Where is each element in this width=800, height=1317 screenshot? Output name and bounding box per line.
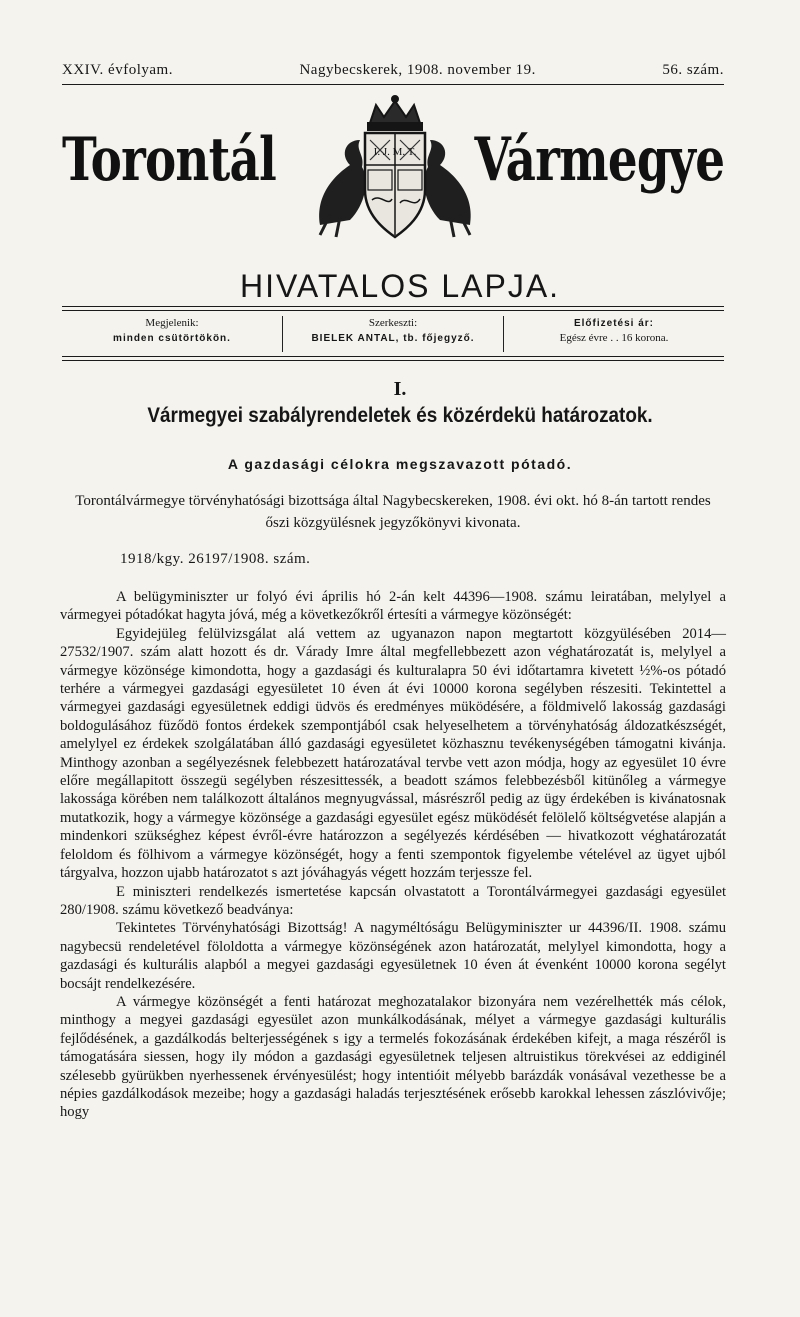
price-value: Egész évre . . 16 korona. [559, 332, 669, 344]
editor-label: Szerkeszti: [368, 317, 418, 329]
header-rule [62, 84, 724, 85]
masthead-right-word: Vármegye [474, 125, 724, 195]
editor-info [282, 316, 504, 352]
body-paragraph: Tekintetes Törvényhatósági Bizottság! A nagyméltóságu Belügyminiszter ur 44396/II. 1908. számu nagybecsü rendeletével föloldotta a vármegye közönségének azon határozatát, melylyel kimondotta, hogy a gazdasági és kulturális alapból a megyei gazdasági egyesületnek 10 éven át évenként 10000 korona segélyt bocsájt rendelkezésére. [60, 920, 726, 992]
body-paragraph: A vármegye közönségét a fenti határozat meghozatalakor bizonyára nem vezérelhették más célok, minthogy a megyei gazdasági egyesület azon munkálkodásának, mélyet a vármegye gazdasági kulturális fejlődésének, a gazdálkodás belterjességének s igy a termelés fokozásának érdekében kifejt, a maga részéről is támogatására siessen, hogy ily módon a gazdasági egyesületnek teljesen altruistikus törekvései az eddiginél szélesebb gyürükben nyerhessenek érvényesülést; hogy intentióit mélyebb barázdák vonásával vezethesse be a népies gazdálkodások mezeibe; hogy a gazdasági haladás terjesztésének erősebb karokkal lehessen zászlóvivője; hogy [60, 993, 726, 1121]
coat-of-arms-icon [310, 95, 480, 245]
masthead-left-word: Torontál [62, 125, 277, 195]
article-title: A gazdasági célokra megszavazott pótadó. [227, 456, 573, 472]
crest-label: I. J. M. T. [373, 146, 417, 158]
subscription-price [504, 316, 724, 352]
publication-schedule [62, 316, 282, 352]
intro-paragraph: Torontálvármegye törvényhatósági bizottsága által Nagybecskereken, 1908. évi okt. hó 8-án tartott rendes őszi közgyülésnek jegyzőkönyvi kivonata. [75, 493, 711, 531]
schedule-value: minden csütörtökön. [113, 333, 231, 344]
article-body [60, 588, 726, 1122]
section-title: Vármegyei szabályrendeletek és közérdekü határozatok. [147, 404, 653, 427]
editor-value: BIELEK ANTAL, tb. főjegyző. [311, 333, 475, 344]
price-label: Előfizetési ár: [573, 318, 655, 329]
body-paragraph: E miniszteri rendelkezés ismertetése kapcsán olvastatott a Torontálvármegyei gazdasági egyesület 280/1908. számu következő beadványa: [60, 883, 726, 918]
infobar-bottom-rule [62, 360, 724, 361]
infobar [62, 316, 724, 352]
reference-number: 1918/kgy. 26197/1908. szám. [120, 551, 311, 567]
issue-number: 56. szám. [662, 62, 724, 78]
infobar-bottom-rule-thin [62, 356, 724, 357]
schedule-label: Megjelenik: [145, 317, 199, 329]
header-line [62, 62, 724, 79]
body-paragraph: A belügyminiszter ur folyó évi április hó 2-án kelt 44396—1908. számu leiratában, melylyel a vármegyei pótadókat hagyta jóvá, még a következőkről értesíti a vármegye közönségét: [60, 589, 726, 624]
infobar-top-rule [62, 306, 724, 307]
body-paragraph: Egyidejüleg felülvizsgálat alá vettem az ugyanazon napon megtartott közgyülésében 2014—27532/1907. szám alatt hozott és dr. Várady Imre által megfellebbezett azon véghatározatát is, melylyel a vármegye közönsége kimondotta, hogy a gazdasági és kulturalapra 50 évi időtartamra kivetett ½%-os pótadó terhére a vármegyei gazdasági egyesületet 10 éven át évi 10000 korona segélyben részesiti. Tekintettel a vármegyei gazdasági egyesületnek eddigi üdvös és eredményes müködésére, a földmivelő lakosság gazdasági boldogulásához füződö fontos érdekek szempontjából csak helyeselhetem a törvényhatóság áldozatkészségét, amelylyel ez érdekek szolgálatában álló gazdasági egyesületet közhasznu tevékenységében támogatni kivánja. Minthogy azonban a segélyezésnek felebbezett határozatával tervbe vett azon módja, hogy az egyesület 10 évre előre megállapitott összegü segélyben részesittessék, a beadott számos felebbezésből kitünőleg a vármegye lakossága körében nem találkozott általános megnyugvással, másrészről pedig az ügy érdekében is kivánatosnak mutatkozik, hogy a vármegye közönsége a gazdasági egyesület egész müködését felölelő költségvetése alapján a mindenkori szükséghez képest évről-évre határozzon a segélyezés kérdésében — hivatkozott véghatározatát feloldom és fölhivom a vármegye közönségét, hogy a fenti szempontok figyelembe vételével az ügyet ujból tárgyalva, hozzon ujabb határozatot s azt jóváhagyás végett hozzám terjessze fel. [60, 625, 726, 882]
masthead [62, 95, 724, 245]
masthead-subtitle: HIVATALOS LAPJA. [239, 268, 561, 304]
volume-label: XXIV. évfolyam. [62, 62, 173, 78]
section-number: I. [393, 378, 407, 400]
place-date: Nagybecskerek, 1908. november 19. [299, 62, 536, 78]
infobar-top-rule-thin [62, 310, 724, 311]
